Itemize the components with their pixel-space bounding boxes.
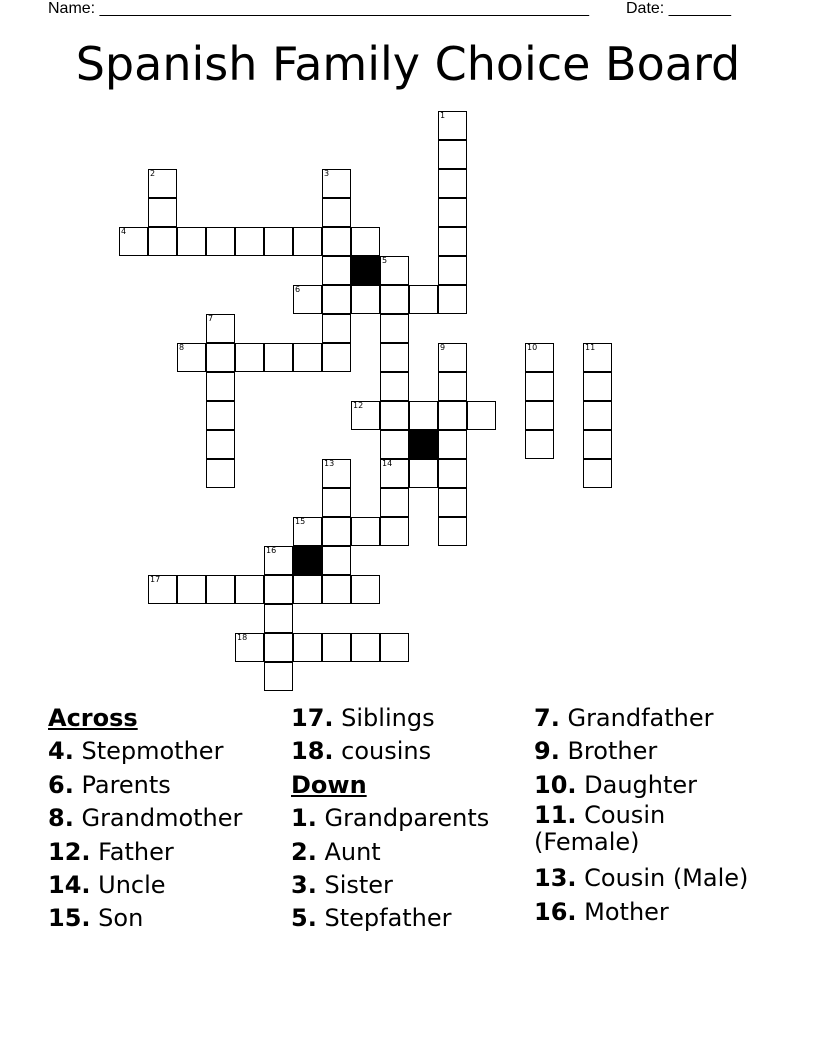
crossword-cell[interactable] xyxy=(380,285,409,314)
clue-number-6: 6 xyxy=(295,284,301,294)
crossword-cell[interactable] xyxy=(380,256,409,285)
clue-down-7: 7. Grandfather xyxy=(534,704,714,732)
down-header: Down xyxy=(291,770,367,799)
clue-number-5: 5 xyxy=(382,255,388,265)
name-field-label: Name: _______________________________________________________ xyxy=(48,0,589,17)
clue-number-15: 15 xyxy=(295,516,306,526)
crossword-cell[interactable] xyxy=(293,285,322,314)
crossword-cell[interactable] xyxy=(322,575,351,604)
crossword-cell[interactable] xyxy=(380,401,409,430)
crossword-cell[interactable] xyxy=(235,227,264,256)
crossword-cell[interactable] xyxy=(322,633,351,662)
crossword-cell[interactable] xyxy=(438,140,467,169)
crossword-cell[interactable] xyxy=(380,372,409,401)
crossword-cell[interactable] xyxy=(119,227,148,256)
clue-number-8: 8 xyxy=(179,342,185,352)
crossword-cell[interactable] xyxy=(322,343,351,372)
crossword-cell[interactable] xyxy=(525,401,554,430)
crossword-cell[interactable] xyxy=(351,575,380,604)
clue-across-6: 6. Parents xyxy=(48,770,171,799)
crossword-cell[interactable] xyxy=(235,633,264,662)
crossword-cell[interactable] xyxy=(351,227,380,256)
crossword-cell[interactable] xyxy=(293,517,322,546)
crossword-cell[interactable] xyxy=(438,285,467,314)
clue-down-2: 2. Aunt xyxy=(291,837,381,866)
crossword-cell[interactable] xyxy=(148,169,177,198)
crossword-cell[interactable] xyxy=(438,343,467,372)
crossword-cell[interactable] xyxy=(177,575,206,604)
crossword-black-cell xyxy=(409,430,438,459)
crossword-cell[interactable] xyxy=(235,343,264,372)
crossword-cell[interactable] xyxy=(438,517,467,546)
clue-down-10: 10. Daughter xyxy=(534,770,698,799)
crossword-cell[interactable] xyxy=(351,285,380,314)
crossword-cell[interactable] xyxy=(438,459,467,488)
crossword-cell[interactable] xyxy=(148,198,177,227)
crossword-cell[interactable] xyxy=(351,517,380,546)
crossword-cell[interactable] xyxy=(206,459,235,488)
crossword-cell[interactable] xyxy=(438,169,467,198)
crossword-black-cell xyxy=(351,256,380,285)
crossword-cell[interactable] xyxy=(206,372,235,401)
crossword-cell[interactable] xyxy=(322,314,351,343)
crossword-cell[interactable] xyxy=(264,546,293,575)
crossword-cell[interactable] xyxy=(583,430,612,459)
crossword-cell[interactable] xyxy=(409,285,438,314)
crossword-cell[interactable] xyxy=(438,372,467,401)
crossword-black-cell xyxy=(293,546,322,575)
crossword-cell[interactable] xyxy=(583,459,612,488)
crossword-cell[interactable] xyxy=(438,256,467,285)
clue-number-3: 3 xyxy=(324,168,330,178)
crossword-cell[interactable] xyxy=(322,227,351,256)
clue-number-14: 14 xyxy=(382,458,393,468)
clue-number-13: 13 xyxy=(324,458,335,468)
clue-down-9: 9. Brother xyxy=(534,737,658,766)
crossword-cell[interactable] xyxy=(322,488,351,517)
crossword-cell[interactable] xyxy=(525,372,554,401)
crossword-cell[interactable] xyxy=(583,401,612,430)
page-title: Spanish Family Choice Board xyxy=(75,37,741,91)
crossword-cell[interactable] xyxy=(583,372,612,401)
crossword-cell[interactable] xyxy=(438,227,467,256)
crossword-cell[interactable] xyxy=(583,343,612,372)
clue-number-18: 18 xyxy=(237,632,248,642)
clue-across-12: 12. Father xyxy=(48,837,174,866)
clue-across-4: 4. Stepmother xyxy=(48,737,224,766)
crossword-cell[interactable] xyxy=(177,343,206,372)
clue-down-1: 1. Grandparents xyxy=(291,804,490,833)
crossword-cell[interactable] xyxy=(206,314,235,343)
crossword-cell[interactable] xyxy=(293,343,322,372)
clue-number-2: 2 xyxy=(150,168,156,178)
crossword-cell[interactable] xyxy=(380,488,409,517)
crossword-cell[interactable] xyxy=(206,227,235,256)
clue-across-14: 14. Uncle xyxy=(48,871,166,900)
crossword-cell[interactable] xyxy=(322,198,351,227)
crossword-cell[interactable] xyxy=(322,517,351,546)
clue-down-11: 11. Cousin (Female) xyxy=(534,801,666,857)
clue-across-17: 17. Siblings xyxy=(291,704,435,732)
crossword-cell[interactable] xyxy=(206,343,235,372)
crossword-cell[interactable] xyxy=(380,430,409,459)
crossword-cell[interactable] xyxy=(322,546,351,575)
crossword-cell[interactable] xyxy=(264,604,293,633)
crossword-cell[interactable] xyxy=(438,111,467,140)
crossword-cell[interactable] xyxy=(380,517,409,546)
crossword-cell[interactable] xyxy=(322,285,351,314)
clue-number-16: 16 xyxy=(266,545,277,555)
clue-number-12: 12 xyxy=(353,400,364,410)
crossword-cell[interactable] xyxy=(525,343,554,372)
crossword-cell[interactable] xyxy=(351,633,380,662)
crossword-cell[interactable] xyxy=(264,633,293,662)
clues-column-3 xyxy=(534,702,784,929)
crossword-cell[interactable] xyxy=(438,488,467,517)
clue-down-16: 16. Mother xyxy=(534,897,669,926)
crossword-cell[interactable] xyxy=(293,575,322,604)
crossword-cell[interactable] xyxy=(206,575,235,604)
crossword-cell[interactable] xyxy=(264,227,293,256)
crossword-cell[interactable] xyxy=(380,633,409,662)
clue-number-1: 1 xyxy=(440,110,446,120)
clue-number-4: 4 xyxy=(121,226,127,236)
across-header: Across xyxy=(48,704,138,732)
clue-number-7: 7 xyxy=(208,313,214,323)
clue-number-9: 9 xyxy=(440,342,446,352)
crossword-cell[interactable] xyxy=(351,401,380,430)
clue-down-5: 5. Stepfather xyxy=(291,904,452,933)
clue-number-11: 11 xyxy=(585,342,596,352)
crossword-cell[interactable] xyxy=(525,430,554,459)
clue-down-13: 13. Cousin (Male) xyxy=(534,864,749,893)
crossword-cell[interactable] xyxy=(293,633,322,662)
crossword-cell[interactable] xyxy=(148,575,177,604)
crossword-cell[interactable] xyxy=(322,169,351,198)
crossword-cell[interactable] xyxy=(380,314,409,343)
crossword-cell[interactable] xyxy=(177,227,206,256)
crossword-cell[interactable] xyxy=(438,198,467,227)
date-field-label: Date: _______ xyxy=(626,0,731,17)
crossword-cell[interactable] xyxy=(409,459,438,488)
crossword-cell[interactable] xyxy=(322,256,351,285)
crossword-cell[interactable] xyxy=(264,662,293,691)
crossword-cell[interactable] xyxy=(467,401,496,430)
crossword-cell[interactable] xyxy=(206,401,235,430)
crossword-cell[interactable] xyxy=(293,227,322,256)
clue-number-10: 10 xyxy=(527,342,538,352)
clue-across-18: 18. cousins xyxy=(291,737,432,766)
crossword-cell[interactable] xyxy=(148,227,177,256)
clue-down-3: 3. Sister xyxy=(291,871,393,900)
crossword-cell[interactable] xyxy=(438,401,467,430)
crossword-cell[interactable] xyxy=(409,401,438,430)
crossword-cell[interactable] xyxy=(264,343,293,372)
clues-column-1 xyxy=(48,702,242,936)
crossword-cell[interactable] xyxy=(206,430,235,459)
crossword-cell[interactable] xyxy=(438,430,467,459)
clue-across-15: 15. Son xyxy=(48,904,144,933)
clues-column-2 xyxy=(291,702,489,936)
crossword-cell[interactable] xyxy=(235,575,264,604)
crossword-cell[interactable] xyxy=(264,575,293,604)
crossword-cell[interactable] xyxy=(380,343,409,372)
crossword-cell[interactable] xyxy=(322,459,351,488)
clue-across-8: 8. Grandmother xyxy=(48,804,243,833)
clue-number-17: 17 xyxy=(150,574,161,584)
crossword-cell[interactable] xyxy=(380,459,409,488)
